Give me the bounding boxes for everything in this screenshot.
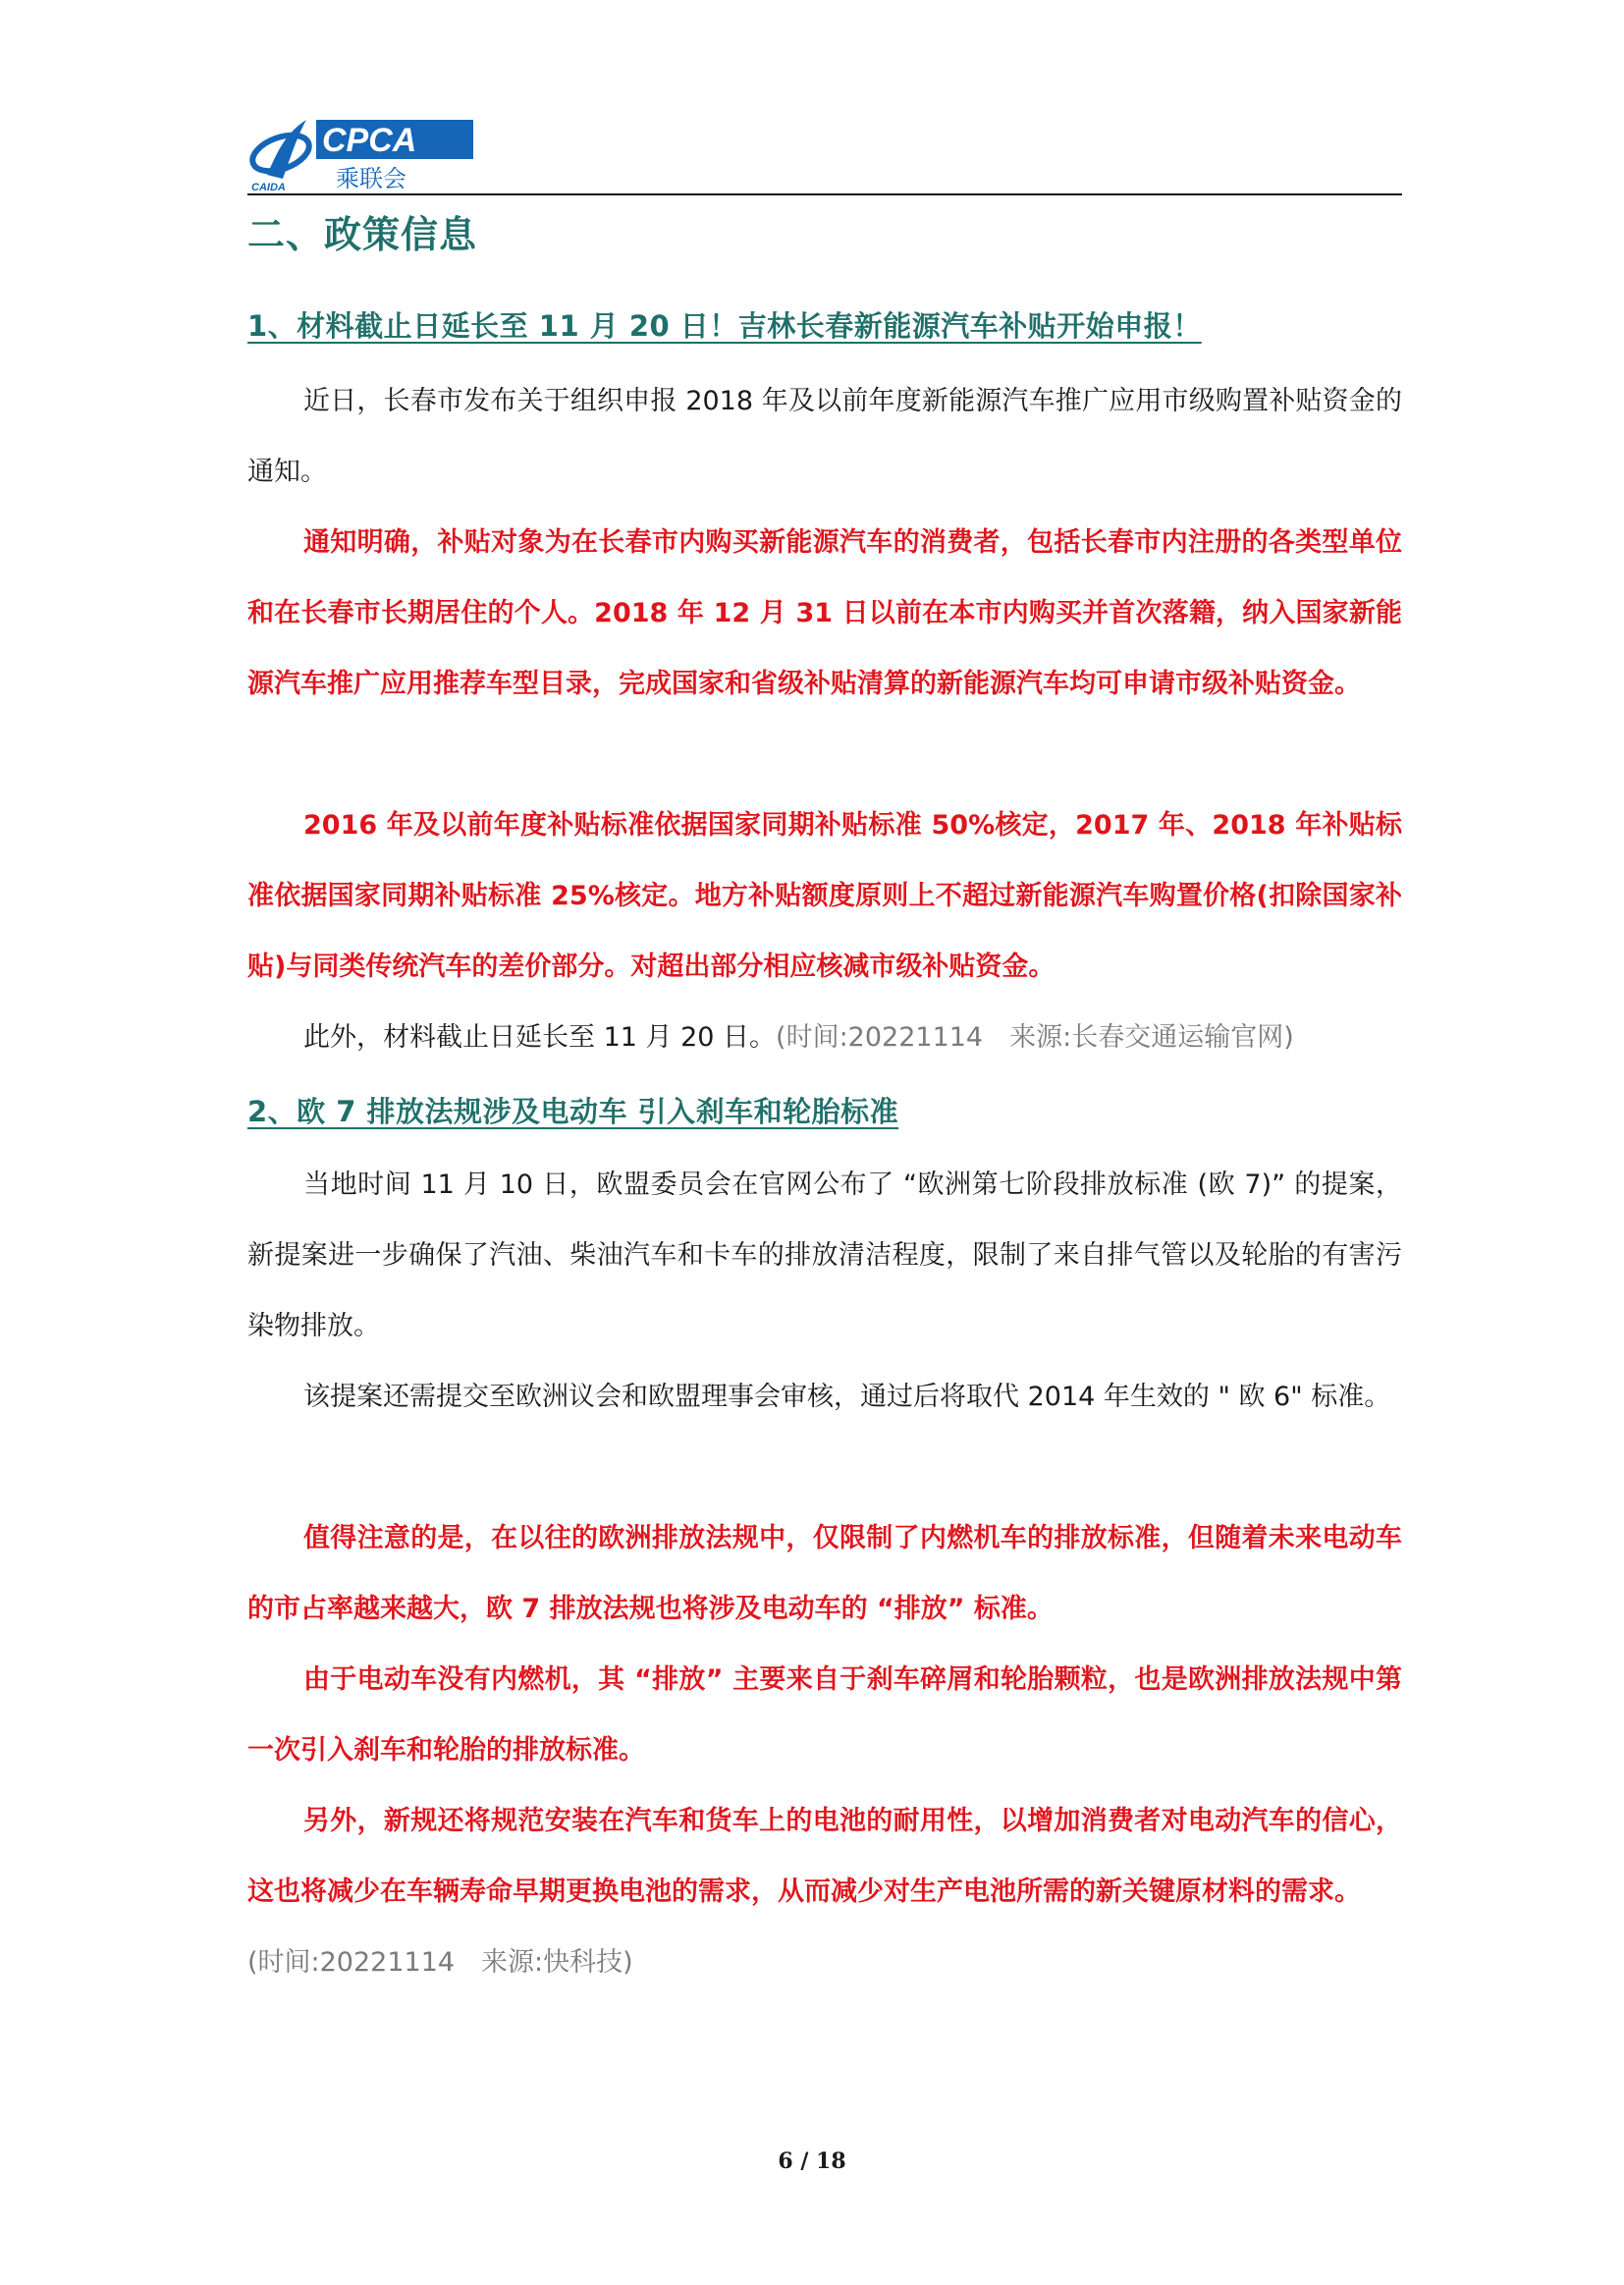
- svg-text:CAIDA: CAIDA: [251, 182, 286, 192]
- page-number: 6 / 18: [778, 2149, 846, 2174]
- article-1-paragraph-4-text: 此外，材料截止日延长至 11 月 20 日。: [303, 1022, 777, 1053]
- article-1-paragraph-4: [247, 1003, 1402, 1073]
- article-title-2: 2、欧 7 排放法规涉及电动车 引入刹车和轮胎标准: [247, 1095, 899, 1128]
- article-2-paragraph-4: 由于电动车没有内燃机，其 “排放” 主要来自于刹车碎屑和轮胎颗粒，也是欧洲排放法规中第一次引入刹车和轮胎的排放标准。: [247, 1664, 1402, 1766]
- article-1-source: (时间:20221114 来源:长春交通运输官网): [776, 1022, 1294, 1053]
- logo-text: CPCA: [322, 122, 417, 159]
- section-title: 二、政策信息: [247, 213, 478, 256]
- header-rule: [247, 193, 1402, 195]
- article-2-paragraph-1: 当地时间 11 月 10 日，欧盟委员会在官网公布了 “欧洲第七阶段排放标准 (欧 7)” 的提案，新提案进一步确保了汽油、柴油汽车和卡车的排放清洁程度，限制了来自排气管以及轮胎的有害污染物排放。: [247, 1170, 1402, 1341]
- cpca-logo: [247, 114, 475, 192]
- article-2-paragraph-3: 值得注意的是，在以往的欧洲排放法规中，仅限制了内燃机车的排放标准，但随着未来电动车的市占率越来越大，欧 7 排放法规也将涉及电动车的 “排放” 标准。: [247, 1523, 1402, 1624]
- article-1-paragraph-1: 近日，长春市发布关于组织申报 2018 年及以前年度新能源汽车推广应用市级购置补贴资金的通知。: [247, 386, 1402, 487]
- article-2-source-line: [247, 1928, 1402, 1998]
- logo-subtext: 乘联会: [336, 165, 406, 192]
- emblem-icon: [247, 120, 313, 192]
- article-title-1: 1、材料截止日延长至 11 月 20 日！吉林长春新能源汽车补贴开始申报！: [247, 309, 1202, 343]
- article-2-paragraph-5: 另外，新规还将规范安装在汽车和货车上的电池的耐用性，以增加消费者对电动汽车的信心，这也将减少在车辆寿命早期更换电池的需求，从而减少对生产电池所需的新关键原材料的需求。: [247, 1806, 1402, 1907]
- article-2-source: (时间:20221114 来源:快科技): [247, 1947, 633, 1978]
- article-2-paragraph-2: 该提案还需提交至欧洲议会和欧盟理事会审核，通过后将取代 2014 年生效的 " 欧 6" 标准。: [303, 1382, 1391, 1412]
- article-1-paragraph-3: 2016 年及以前年度补贴标准依据国家同期补贴标准 50%核定，2017 年、2018 年补贴标准依据国家同期补贴标准 25%核定。地方补贴额度原则上不超过新能源汽车购置价格(扣除国家补贴)与同类传统汽车的差价部分。对超出部分相应核减市级补贴资金。: [247, 810, 1402, 982]
- article-1-paragraph-2: 通知明确，补贴对象为在长春市内购买新能源汽车的消费者，包括长春市内注册的各类型单位和在长春市长期居住的个人。2018 年 12 月 31 日以前在本市内购买并首次落籍，纳入国家新能源汽车推广应用推荐车型目录，完成国家和省级补贴清算的新能源汽车均可申请市级补贴资金。: [247, 527, 1402, 699]
